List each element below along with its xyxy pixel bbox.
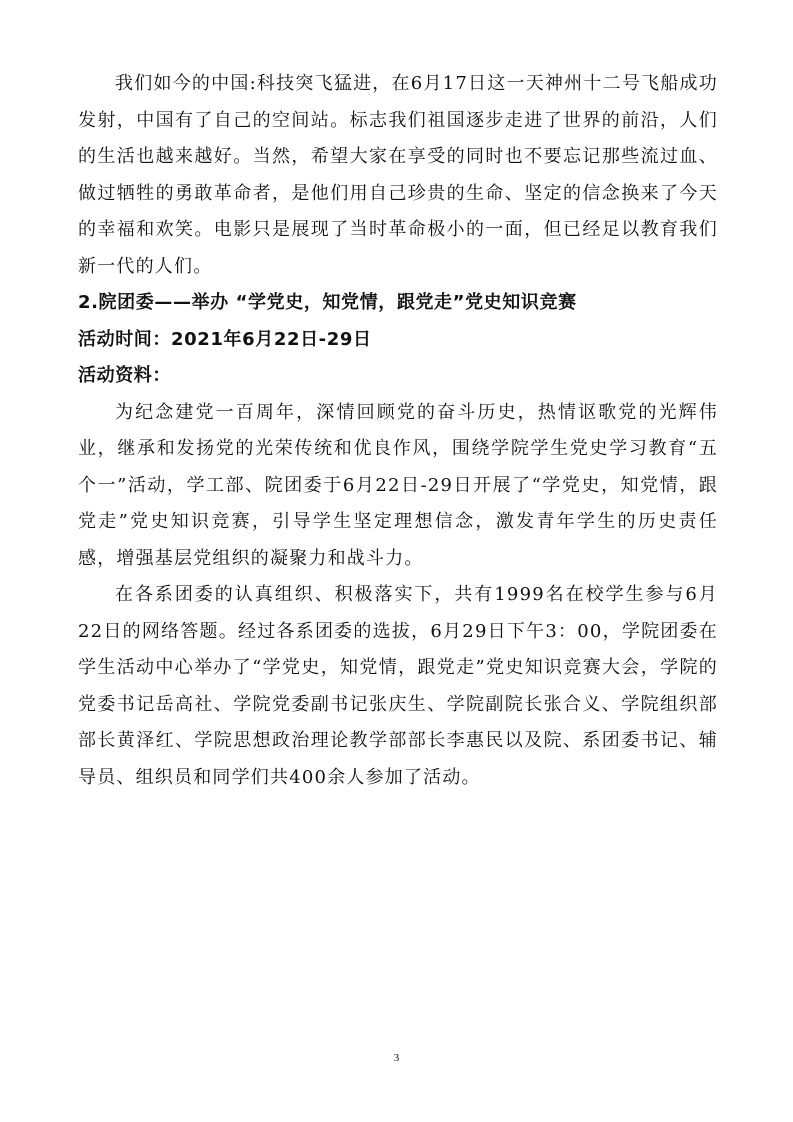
page-number: 3 bbox=[393, 1052, 400, 1064]
paragraph-competition-details: 在各系团委的认真组织、积极落实下，共有1999名在校学生参与6月22日的网络答题。经过各系团委的选拔，6月29日下午3：00，学院团委在学生活动中心举办了“学党史，知党情，跟党走”党史知识竞赛大会，学院的党委书记岳高社、学院党委副书记张庆生、学院副院长张合义、学院组织部部长黄泽红、学院思想政治理论教学部部长李惠民以及院、系团委书记、辅导员、组织员和同学们共400余人参加了活动。 bbox=[78, 584, 718, 788]
activity-material-label: 活动资料： bbox=[78, 365, 171, 386]
activity-time: 活动时间：2021年6月22日-29日 bbox=[78, 328, 372, 350]
paragraph-competition-purpose: 为纪念建党一百周年，深情回顾党的奋斗历史，热情讴歌党的光辉伟业，继承和发扬党的光荣传统和优良作风，围绕学院学生党史学习教育“五个一”活动，学工部、院团委于6月22日-29日开展了“学党史，知党情，跟党走”党史知识竞赛，引导学生坚定理想信念，激发青年学生的历史责任感，增强基层党组织的凝聚力和战斗力。 bbox=[78, 401, 718, 569]
page-content bbox=[78, 66, 718, 796]
section-title: 2.院团委——举办 “学党史，知党情，跟党走”党史知识竞赛 bbox=[78, 292, 577, 313]
paragraph-china-progress: 我们如今的中国:科技突飞猛进，在6月17日这一天神州十二号飞船成功发射，中国有了自己的空间站。标志我们祖国逐步走进了世界的前沿，人们的生活也越来越好。当然，希望大家在享受的同时也不要忘记那些流过血、做过牺牲的勇敢革命者，是他们用自己珍贵的生命、坚定的信念换来了今天的幸福和欢笑。电影只是展现了当时革命极小的一面，但已经足以教育我们新一代的人们。 bbox=[78, 73, 718, 277]
